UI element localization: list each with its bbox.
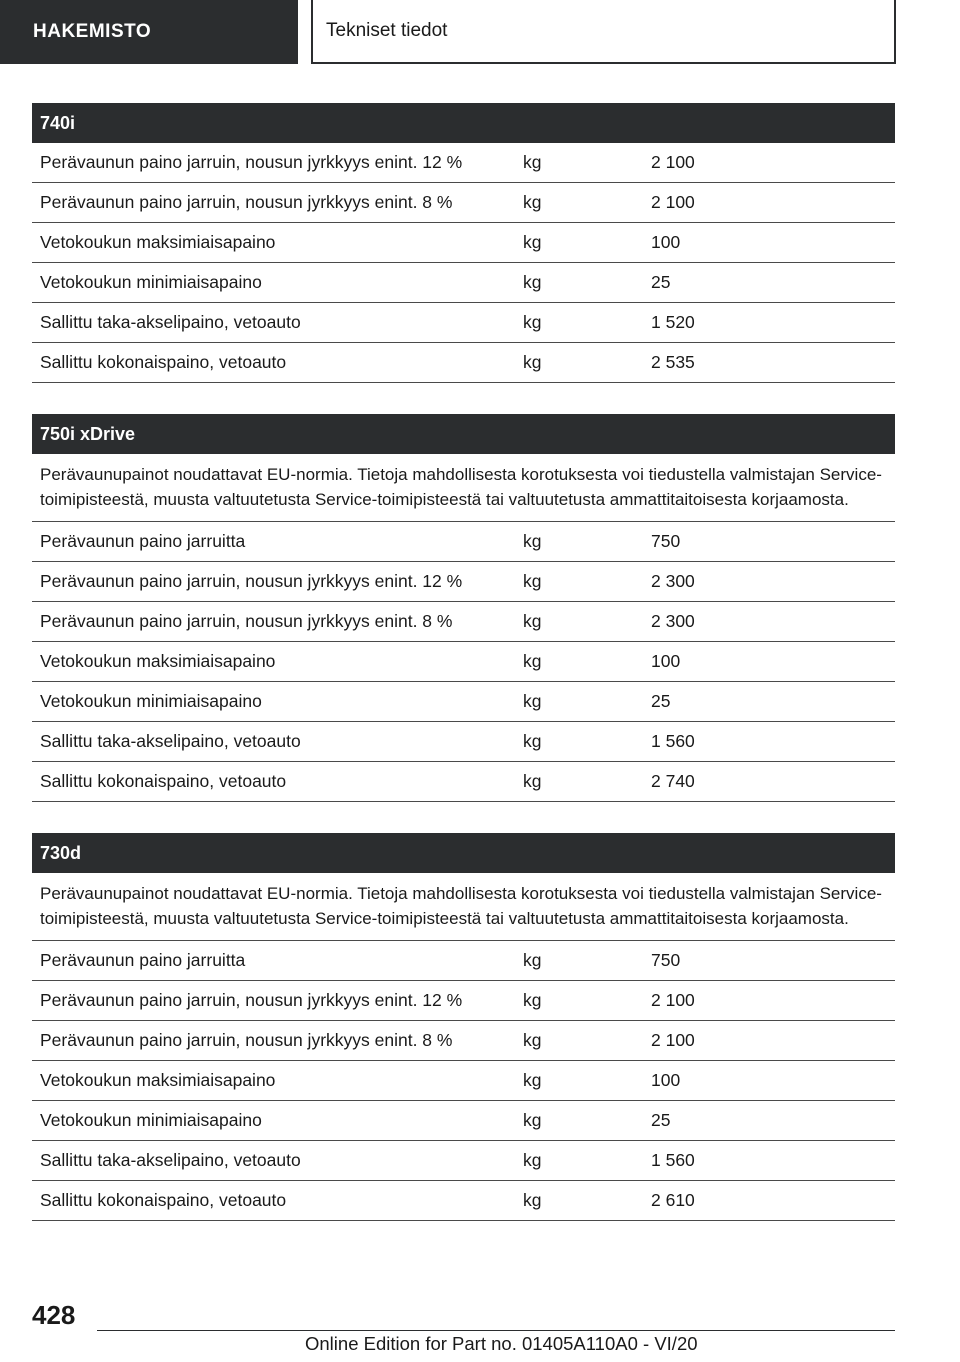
spec-value: 1 520 <box>651 312 695 332</box>
spec-unit: kg <box>523 571 542 591</box>
eu-norm-note: Perävaunupainot noudattavat EU-normia. Tietoja mahdollisesta korotuksesta voi tiedustella valmistajan Service-toimipisteestä, muusta valtuutetusta Service-toimipisteestä tai valtuutetusta ammattitaitoisesta korjaamosta. <box>32 873 895 941</box>
section-title: Tekniset tiedot <box>311 0 896 64</box>
spec-value: 2 100 <box>651 192 695 212</box>
edition-footer: Online Edition for Part no. 01405A110A0 - VI/20 <box>305 1333 698 1354</box>
spec-value: 100 <box>651 1070 681 1090</box>
spec-row <box>32 642 895 682</box>
spec-label: Perävaunun paino jarruin, nousun jyrkkyys enint. 8 % <box>40 1030 453 1050</box>
page-number: 428 <box>32 1300 76 1330</box>
spec-value: 25 <box>651 272 671 292</box>
spec-unit: kg <box>523 1030 542 1050</box>
spec-value: 25 <box>651 691 671 711</box>
spec-label: Vetokoukun minimiaisapaino <box>40 691 262 711</box>
spec-unit: kg <box>523 1070 542 1090</box>
spec-value: 2 100 <box>651 1030 695 1050</box>
spec-value: 100 <box>651 651 681 671</box>
spec-unit: kg <box>523 1110 542 1130</box>
footer-divider <box>97 1330 895 1331</box>
spec-row <box>32 722 895 762</box>
spec-value: 2 100 <box>651 990 695 1010</box>
eu-norm-note: Perävaunupainot noudattavat EU-normia. Tietoja mahdollisesta korotuksesta voi tiedustella valmistajan Service-toimipisteestä, muusta valtuutetusta Service-toimipisteestä tai valtuutetusta ammattitaitoisesta korjaamosta. <box>32 454 895 522</box>
model-heading: 730d <box>32 833 895 873</box>
spec-label: Perävaunun paino jarruin, nousun jyrkkyys enint. 12 % <box>40 152 463 172</box>
spec-label: Sallittu kokonaispaino, vetoauto <box>40 352 287 372</box>
spec-unit: kg <box>523 1150 542 1170</box>
spec-value: 100 <box>651 232 681 252</box>
spec-unit: kg <box>523 352 542 372</box>
spec-label: Perävaunun paino jarruitta <box>40 531 246 551</box>
spec-label: Sallittu kokonaispaino, vetoauto <box>40 771 287 791</box>
spec-label: Perävaunun paino jarruin, nousun jyrkkyys enint. 8 % <box>40 192 453 212</box>
spec-value: 2 740 <box>651 771 695 791</box>
spec-label: Sallittu kokonaispaino, vetoauto <box>40 1190 287 1210</box>
spec-row <box>32 981 895 1021</box>
spec-unit: kg <box>523 312 542 332</box>
spec-block <box>32 414 895 802</box>
spec-unit: kg <box>523 651 542 671</box>
spec-row <box>32 263 895 303</box>
spec-value: 25 <box>651 1110 671 1130</box>
spec-label: Vetokoukun maksimiaisapaino <box>40 1070 276 1090</box>
spec-label: Vetokoukun minimiaisapaino <box>40 1110 262 1130</box>
spec-row <box>32 143 895 183</box>
spec-unit: kg <box>523 731 542 751</box>
spec-row <box>32 1101 895 1141</box>
model-heading: 750i xDrive <box>32 414 895 454</box>
spec-label: Vetokoukun maksimiaisapaino <box>40 651 276 671</box>
spec-label: Perävaunun paino jarruin, nousun jyrkkyys enint. 12 % <box>40 571 463 591</box>
spec-label: Vetokoukun maksimiaisapaino <box>40 232 276 252</box>
spec-unit: kg <box>523 531 542 551</box>
spec-content <box>32 103 895 1252</box>
spec-row <box>32 303 895 343</box>
spec-row <box>32 522 895 562</box>
spec-value: 2 300 <box>651 571 695 591</box>
spec-row <box>32 1141 895 1181</box>
spec-unit: kg <box>523 990 542 1010</box>
spec-value: 750 <box>651 531 681 551</box>
index-tab[interactable]: HAKEMISTO <box>0 0 298 64</box>
spec-row <box>32 682 895 722</box>
spec-row <box>32 223 895 263</box>
spec-value: 750 <box>651 950 681 970</box>
spec-label: Perävaunun paino jarruin, nousun jyrkkyys enint. 8 % <box>40 611 453 631</box>
spec-row <box>32 941 895 981</box>
spec-row <box>32 1021 895 1061</box>
spec-label: Perävaunun paino jarruitta <box>40 950 246 970</box>
spec-unit: kg <box>523 611 542 631</box>
spec-row <box>32 562 895 602</box>
spec-row <box>32 1061 895 1101</box>
spec-unit: kg <box>523 691 542 711</box>
model-heading: 740i <box>32 103 895 143</box>
spec-unit: kg <box>523 192 542 212</box>
spec-row <box>32 602 895 642</box>
spec-unit: kg <box>523 1190 542 1210</box>
spec-unit: kg <box>523 950 542 970</box>
spec-unit: kg <box>523 152 542 172</box>
spec-unit: kg <box>523 771 542 791</box>
spec-label: Perävaunun paino jarruin, nousun jyrkkyys enint. 12 % <box>40 990 463 1010</box>
spec-label: Sallittu taka-akselipaino, vetoauto <box>40 312 301 332</box>
spec-row <box>32 183 895 223</box>
spec-label: Sallittu taka-akselipaino, vetoauto <box>40 731 301 751</box>
spec-value: 1 560 <box>651 731 695 751</box>
spec-value: 2 535 <box>651 352 695 372</box>
spec-value: 2 610 <box>651 1190 695 1210</box>
spec-unit: kg <box>523 232 542 252</box>
spec-row <box>32 343 895 383</box>
spec-value: 2 100 <box>651 152 695 172</box>
spec-row <box>32 762 895 802</box>
spec-value: 1 560 <box>651 1150 695 1170</box>
spec-label: Vetokoukun minimiaisapaino <box>40 272 262 292</box>
spec-block <box>32 833 895 1221</box>
spec-label: Sallittu taka-akselipaino, vetoauto <box>40 1150 301 1170</box>
spec-block <box>32 103 895 383</box>
spec-row <box>32 1181 895 1221</box>
spec-unit: kg <box>523 272 542 292</box>
spec-value: 2 300 <box>651 611 695 631</box>
